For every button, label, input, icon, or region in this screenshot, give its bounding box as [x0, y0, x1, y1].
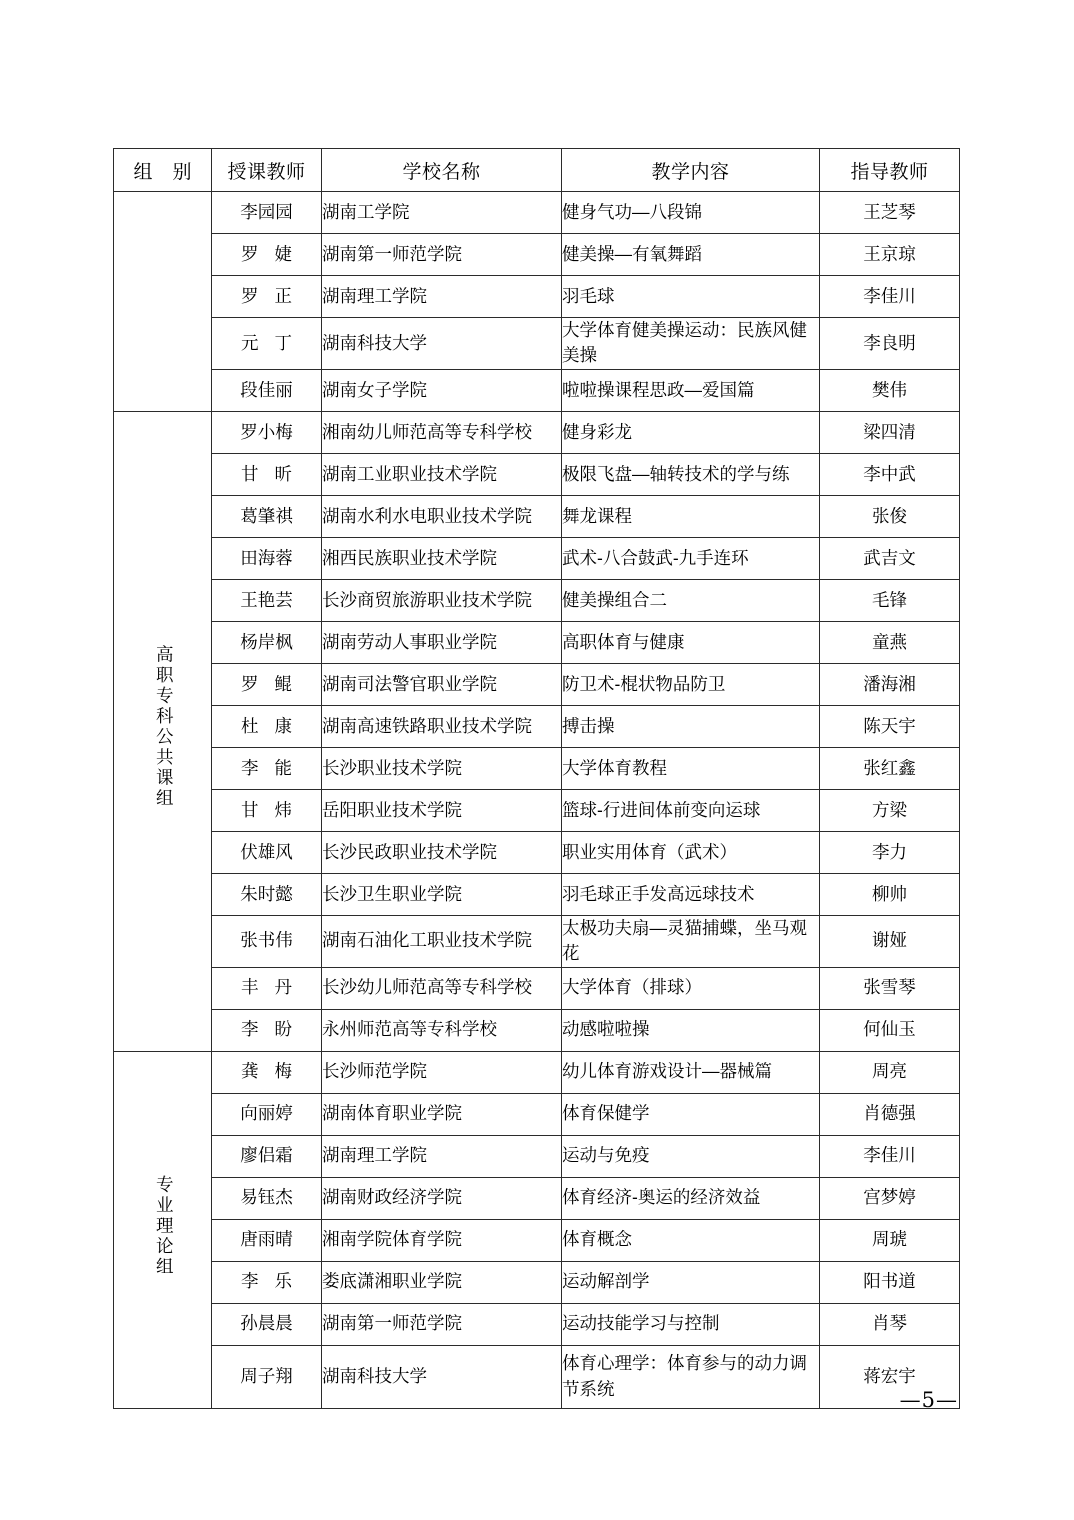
school-name-cell: 湖南理工学院 — [322, 276, 562, 318]
teacher-name-cell: 李园园 — [212, 192, 322, 234]
school-name-cell: 湖南科技大学 — [322, 1345, 562, 1408]
school-name-cell: 湖南体育职业学院 — [322, 1093, 562, 1135]
teacher-name-cell: 向丽婷 — [212, 1093, 322, 1135]
advisor-name-cell: 李佳川 — [820, 1135, 960, 1177]
teaching-content-cell: 大学体育教程 — [562, 747, 820, 789]
teacher-name-cell: 葛肇祺 — [212, 495, 322, 537]
advisor-name-cell: 李力 — [820, 831, 960, 873]
table-row — [114, 537, 960, 579]
participant-roster-table — [113, 148, 960, 1409]
table-row — [114, 747, 960, 789]
teaching-content-cell: 大学体育健美操运动：民族风健美操 — [562, 318, 820, 370]
teacher-name-cell: 伏雄风 — [212, 831, 322, 873]
teacher-name-cell: 孙晨晨 — [212, 1303, 322, 1345]
school-name-cell: 长沙幼儿师范高等专科学校 — [322, 967, 562, 1009]
group-label-cell — [114, 192, 212, 412]
table-row — [114, 1135, 960, 1177]
advisor-name-cell: 张红鑫 — [820, 747, 960, 789]
table-row — [114, 705, 960, 747]
teacher-name-cell: 罗小梅 — [212, 411, 322, 453]
advisor-name-cell: 童燕 — [820, 621, 960, 663]
teacher-name-cell: 李乐 — [212, 1261, 322, 1303]
advisor-name-cell: 肖德强 — [820, 1093, 960, 1135]
school-name-cell: 长沙商贸旅游职业技术学院 — [322, 579, 562, 621]
column-header-school: 学校名称 — [322, 149, 562, 192]
teaching-content-cell: 运动技能学习与控制 — [562, 1303, 820, 1345]
advisor-name-cell: 周琥 — [820, 1219, 960, 1261]
teaching-content-cell: 运动与免疫 — [562, 1135, 820, 1177]
table-row — [114, 1009, 960, 1051]
teacher-name-cell: 杜康 — [212, 705, 322, 747]
school-name-cell: 永州师范高等专科学校 — [322, 1009, 562, 1051]
school-name-cell: 湖南第一师范学院 — [322, 1303, 562, 1345]
teacher-name-cell: 李盼 — [212, 1009, 322, 1051]
teaching-content-cell: 动感啦啦操 — [562, 1009, 820, 1051]
table-row — [114, 192, 960, 234]
table-row — [114, 1177, 960, 1219]
advisor-name-cell: 梁四清 — [820, 411, 960, 453]
table-row — [114, 411, 960, 453]
advisor-name-cell: 李良明 — [820, 318, 960, 370]
school-name-cell: 湘南幼儿师范高等专科学校 — [322, 411, 562, 453]
school-name-cell: 湖南第一师范学院 — [322, 234, 562, 276]
teacher-name-cell: 易钰杰 — [212, 1177, 322, 1219]
teaching-content-cell: 健身彩龙 — [562, 411, 820, 453]
page-number: —5— — [899, 1388, 958, 1412]
teaching-content-cell: 大学体育（排球） — [562, 967, 820, 1009]
table-row — [114, 1219, 960, 1261]
teaching-content-cell: 篮球-行进间体前变向运球 — [562, 789, 820, 831]
advisor-name-cell: 武吉文 — [820, 537, 960, 579]
school-name-cell: 湘西民族职业技术学院 — [322, 537, 562, 579]
school-name-cell: 湖南理工学院 — [322, 1135, 562, 1177]
advisor-name-cell: 潘海湘 — [820, 663, 960, 705]
table-row — [114, 915, 960, 967]
table-row — [114, 789, 960, 831]
column-header-teacher: 授课教师 — [212, 149, 322, 192]
teacher-name-cell: 罗婕 — [212, 234, 322, 276]
table-header — [114, 149, 960, 192]
table-row — [114, 1261, 960, 1303]
teacher-name-cell: 张书伟 — [212, 915, 322, 967]
advisor-name-cell: 周亮 — [820, 1051, 960, 1093]
teaching-content-cell: 职业实用体育（武术） — [562, 831, 820, 873]
school-name-cell: 湖南司法警官职业学院 — [322, 663, 562, 705]
teaching-content-cell: 体育心理学：体育参与的动力调节系统 — [562, 1345, 820, 1408]
advisor-name-cell: 王芝琴 — [820, 192, 960, 234]
table-row — [114, 318, 960, 370]
teaching-content-cell: 啦啦操课程思政—爱国篇 — [562, 369, 820, 411]
table-row — [114, 1051, 960, 1093]
teaching-content-cell: 舞龙课程 — [562, 495, 820, 537]
table-row — [114, 579, 960, 621]
teacher-name-cell: 王艳芸 — [212, 579, 322, 621]
teaching-content-cell: 羽毛球正手发高远球技术 — [562, 873, 820, 915]
school-name-cell: 长沙卫生职业学院 — [322, 873, 562, 915]
teaching-content-cell: 健身气功—八段锦 — [562, 192, 820, 234]
teaching-content-cell: 太极功夫扇—灵猫捕蝶，坐马观花 — [562, 915, 820, 967]
school-name-cell: 长沙民政职业技术学院 — [322, 831, 562, 873]
table-row — [114, 234, 960, 276]
table-row — [114, 453, 960, 495]
teacher-name-cell: 朱时懿 — [212, 873, 322, 915]
teacher-name-cell: 元丁 — [212, 318, 322, 370]
teaching-content-cell: 体育概念 — [562, 1219, 820, 1261]
teaching-content-cell: 防卫术-棍状物品防卫 — [562, 663, 820, 705]
teacher-name-cell: 甘昕 — [212, 453, 322, 495]
teaching-content-cell: 幼儿体育游戏设计—器械篇 — [562, 1051, 820, 1093]
advisor-name-cell: 李佳川 — [820, 276, 960, 318]
table-body — [114, 192, 960, 1409]
column-header-advisor: 指导教师 — [820, 149, 960, 192]
group-label-cell — [114, 1051, 212, 1408]
school-name-cell: 湖南科技大学 — [322, 318, 562, 370]
school-name-cell: 娄底潇湘职业学院 — [322, 1261, 562, 1303]
teacher-name-cell: 周子翔 — [212, 1345, 322, 1408]
teacher-name-cell: 廖侣霜 — [212, 1135, 322, 1177]
advisor-name-cell: 柳帅 — [820, 873, 960, 915]
teacher-name-cell: 龚梅 — [212, 1051, 322, 1093]
advisor-name-cell: 毛锋 — [820, 579, 960, 621]
school-name-cell: 湖南女子学院 — [322, 369, 562, 411]
column-header-content: 教学内容 — [562, 149, 820, 192]
advisor-name-cell: 王京琼 — [820, 234, 960, 276]
advisor-name-cell: 李中武 — [820, 453, 960, 495]
school-name-cell: 湘南学院体育学院 — [322, 1219, 562, 1261]
table-row — [114, 621, 960, 663]
table-row — [114, 276, 960, 318]
table-row — [114, 1345, 960, 1408]
advisor-name-cell: 肖琴 — [820, 1303, 960, 1345]
teaching-content-cell: 运动解剖学 — [562, 1261, 820, 1303]
teaching-content-cell: 健美操—有氧舞蹈 — [562, 234, 820, 276]
table-row — [114, 495, 960, 537]
teaching-content-cell: 体育经济-奥运的经济效益 — [562, 1177, 820, 1219]
table-header-row — [114, 149, 960, 192]
teaching-content-cell: 搏击操 — [562, 705, 820, 747]
group-label-cell — [114, 411, 212, 1051]
school-name-cell: 长沙职业技术学院 — [322, 747, 562, 789]
school-name-cell: 湖南水利水电职业技术学院 — [322, 495, 562, 537]
teacher-name-cell: 杨岸枫 — [212, 621, 322, 663]
table-row — [114, 663, 960, 705]
teaching-content-cell: 体育保健学 — [562, 1093, 820, 1135]
teacher-name-cell: 丰丹 — [212, 967, 322, 1009]
school-name-cell: 湖南高速铁路职业技术学院 — [322, 705, 562, 747]
advisor-name-cell: 何仙玉 — [820, 1009, 960, 1051]
teacher-name-cell: 唐雨晴 — [212, 1219, 322, 1261]
school-name-cell: 湖南工业职业技术学院 — [322, 453, 562, 495]
advisor-name-cell: 张俊 — [820, 495, 960, 537]
column-header-group: 组 别 — [114, 149, 212, 192]
teaching-content-cell: 极限飞盘—轴转技术的学与练 — [562, 453, 820, 495]
table-row — [114, 967, 960, 1009]
advisor-name-cell: 方梁 — [820, 789, 960, 831]
advisor-name-cell: 宫梦婷 — [820, 1177, 960, 1219]
school-name-cell: 湖南工学院 — [322, 192, 562, 234]
group-label-vertical-text: 专业理论组 — [153, 1174, 174, 1278]
teacher-name-cell: 李能 — [212, 747, 322, 789]
table-row — [114, 369, 960, 411]
teacher-name-cell: 罗鲲 — [212, 663, 322, 705]
school-name-cell: 湖南劳动人事职业学院 — [322, 621, 562, 663]
school-name-cell: 湖南石油化工职业技术学院 — [322, 915, 562, 967]
advisor-name-cell: 蒋宏宇 — [820, 1345, 960, 1408]
teacher-name-cell: 田海蓉 — [212, 537, 322, 579]
advisor-name-cell: 阳书道 — [820, 1261, 960, 1303]
advisor-name-cell: 樊伟 — [820, 369, 960, 411]
teaching-content-cell: 羽毛球 — [562, 276, 820, 318]
teaching-content-cell: 武术-八合鼓武-九手连环 — [562, 537, 820, 579]
advisor-name-cell: 谢娅 — [820, 915, 960, 967]
teaching-content-cell: 健美操组合二 — [562, 579, 820, 621]
table-row — [114, 1093, 960, 1135]
advisor-name-cell: 陈天宇 — [820, 705, 960, 747]
teaching-content-cell: 高职体育与健康 — [562, 621, 820, 663]
table-row — [114, 873, 960, 915]
table-row — [114, 831, 960, 873]
school-name-cell: 湖南财政经济学院 — [322, 1177, 562, 1219]
teacher-name-cell: 罗正 — [212, 276, 322, 318]
teacher-name-cell: 段佳丽 — [212, 369, 322, 411]
advisor-name-cell: 张雪琴 — [820, 967, 960, 1009]
school-name-cell: 长沙师范学院 — [322, 1051, 562, 1093]
table-row — [114, 1303, 960, 1345]
school-name-cell: 岳阳职业技术学院 — [322, 789, 562, 831]
group-label-vertical-text: 高职专科公共课组 — [153, 645, 174, 810]
teacher-name-cell: 甘炜 — [212, 789, 322, 831]
